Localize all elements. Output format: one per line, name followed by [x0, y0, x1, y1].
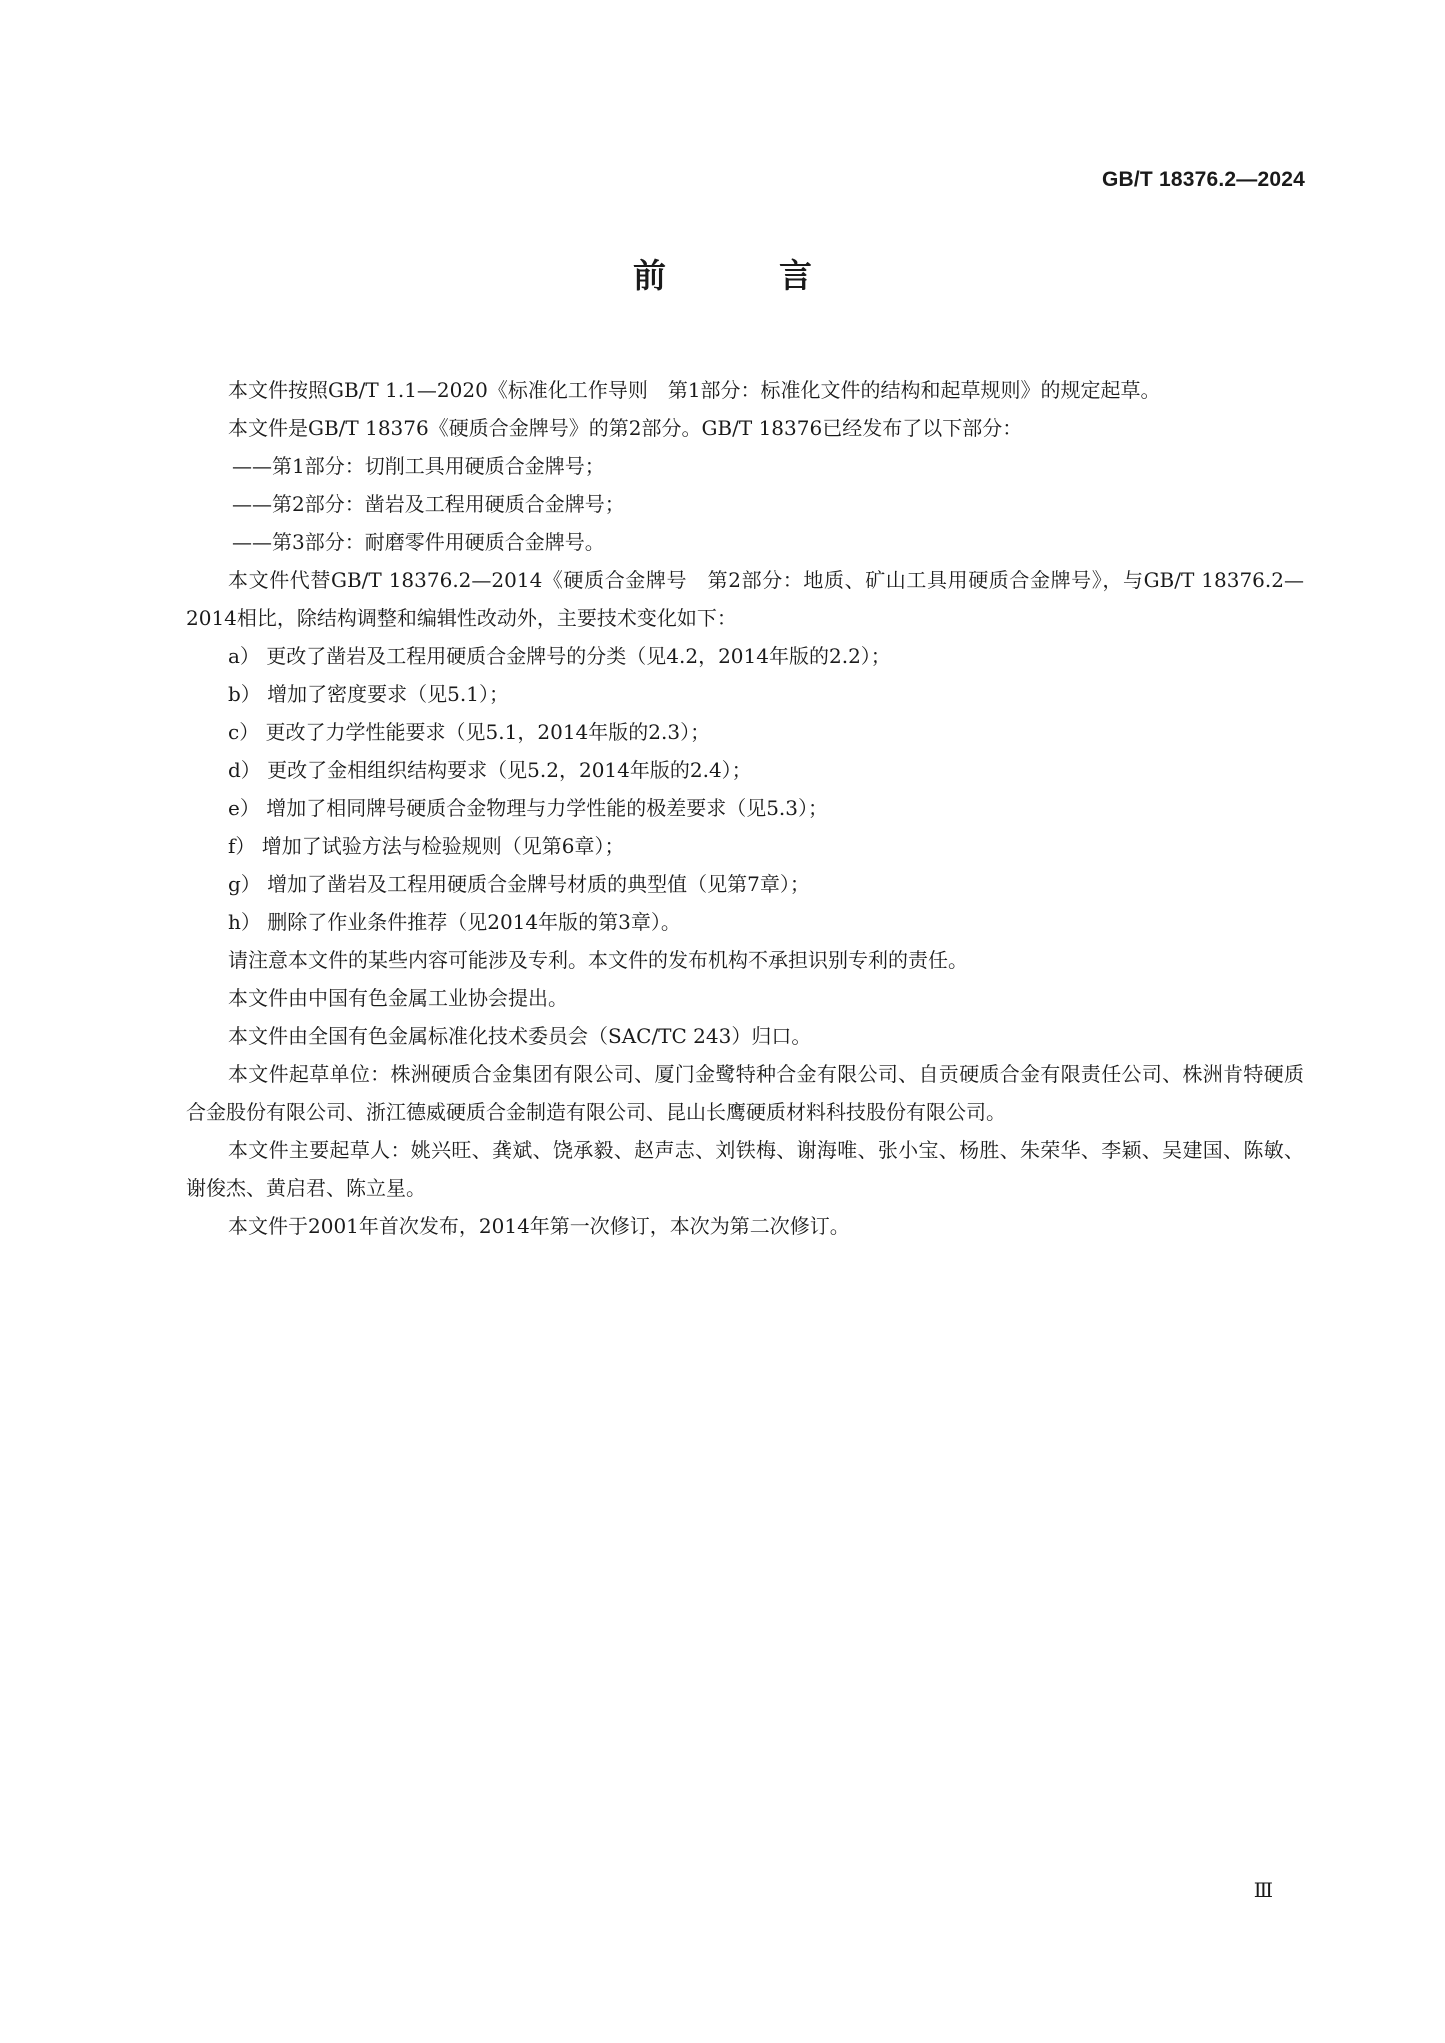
paragraph-patent-notice: 请注意本文件的某些内容可能涉及专利。本文件的发布机构不承担识别专利的责任。 [228, 948, 968, 972]
change-item-d: d） 更改了金相组织结构要求（见5.2，2014年版的2.4）； [228, 758, 752, 782]
list-item-part-1: ——第1部分：切削工具用硬质合金牌号； [232, 454, 605, 478]
document-code: GB/T 18376.2—2024 [1101, 168, 1305, 191]
paragraph-drafting-units: 本文件起草单位：株洲硬质合金集团有限公司、厦门金鹭特种合金有限公司、自贡硬质合金有限责任公司、株洲肯特硬质合金股份有限公司、浙江德威硬质合金制造有限公司、昆山长鹰硬质材料科技股份有限公司。 [186, 1062, 1304, 1124]
list-item-part-3: ——第3部分：耐磨零件用硬质合金牌号。 [232, 530, 605, 554]
paragraph-part-info: 本文件是GB/T 18376《硬质合金牌号》的第2部分。GB/T 18376已经发布了以下部分： [228, 416, 1023, 440]
list-item-part-2: ——第2部分：凿岩及工程用硬质合金牌号； [232, 492, 625, 516]
paragraph-drafters: 本文件主要起草人：姚兴旺、龚斌、饶承毅、赵声志、刘铁梅、谢海唯、张小宝、杨胜、朱荣华、李颖、吴建国、陈敏、谢俊杰、黄启君、陈立星。 [186, 1138, 1304, 1200]
change-item-b: b） 增加了密度要求（见5.1）； [228, 682, 509, 706]
change-item-g: g） 增加了凿岩及工程用硬质合金牌号材质的典型值（见第7章）； [228, 872, 810, 896]
paragraph-history: 本文件于2001年首次发布，2014年第一次修订，本次为第二次修订。 [228, 1214, 850, 1238]
change-item-c: c） 更改了力学性能要求（见5.1，2014年版的2.3）； [228, 720, 711, 744]
paragraph-drafting-rules: 本文件按照GB/T 1.1—2020《标准化工作导则 第1部分：标准化文件的结构和起草规则》的规定起草。 [228, 378, 1161, 402]
paragraph-proposer: 本文件由中国有色金属工业协会提出。 [228, 986, 568, 1010]
foreword-body [186, 371, 1304, 1245]
paragraph-replaces: 本文件代替GB/T 18376.2—2014《硬质合金牌号 第2部分：地质、矿山工具用硬质合金牌号》，与GB/T 18376.2—2014相比，除结构调整和编辑性改动外，主要技术变化如下： [186, 568, 1304, 630]
change-item-a: a） 更改了凿岩及工程用硬质合金牌号的分类（见4.2，2014年版的2.2）； [228, 644, 891, 668]
paragraph-committee: 本文件由全国有色金属标准化技术委员会（SAC/TC 243）归口。 [228, 1024, 812, 1048]
change-item-f: f） 增加了试验方法与检验规则（见第6章）； [228, 834, 625, 858]
change-item-e: e） 增加了相同牌号硬质合金物理与力学性能的极差要求（见5.3）； [228, 796, 828, 820]
section-title-foreword: 前 言 [633, 256, 852, 295]
page-number: Ⅲ [1253, 1878, 1273, 1902]
change-item-h: h） 删除了作业条件推荐（见2014年版的第3章）。 [228, 910, 681, 934]
